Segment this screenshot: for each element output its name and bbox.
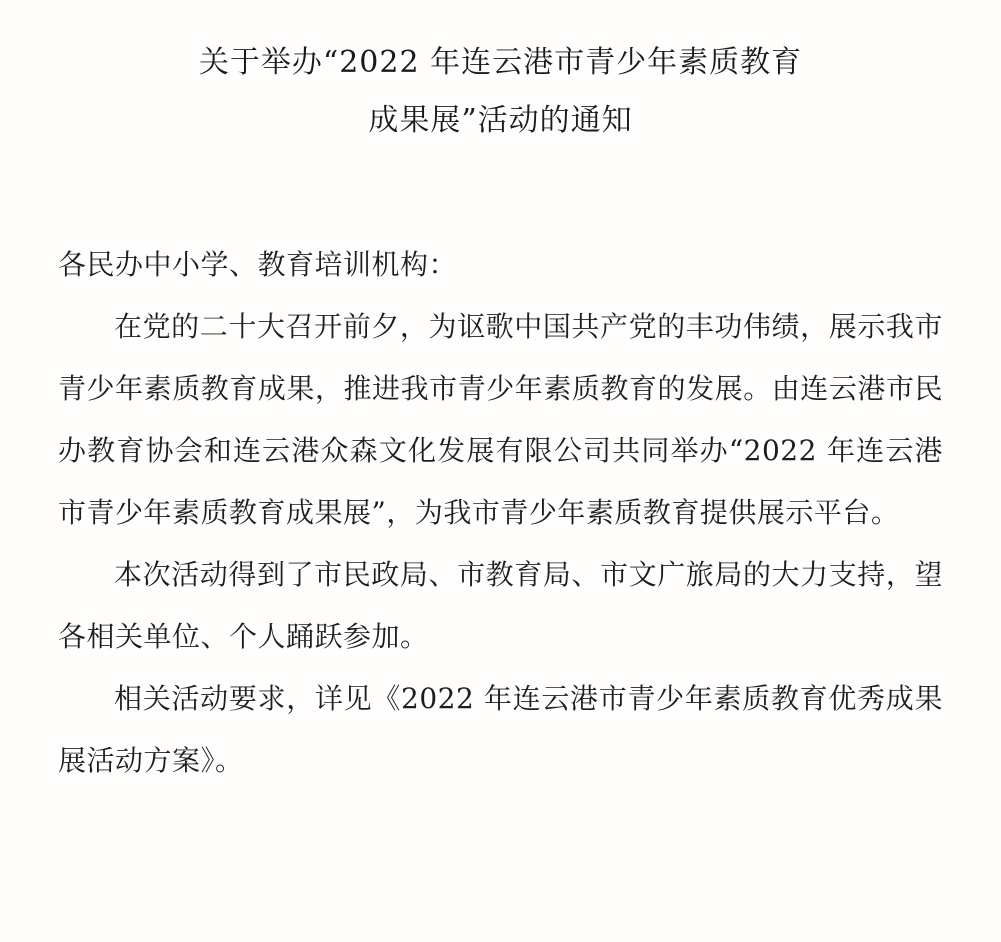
document-body bbox=[58, 234, 943, 792]
title-body-spacer bbox=[58, 150, 943, 234]
page-title-line-1: 关于举办“2022 年连云港市青少年素质教育 bbox=[198, 45, 803, 80]
body-paragraph-1: 在党的二十大召开前夕，为讴歌中国共产党的丰功伟绩，展示我市青少年素质教育成果，推进我市青少年素质教育的发展。由连云港市民办教育协会和连云港众森文化发展有限公司共同举办“2022 年连云港市青少年素质教育成果展”，为我市青少年素质教育提供展示平台。 bbox=[58, 310, 943, 529]
salutation-line: 各民办中小学、教育培训机构： bbox=[58, 248, 458, 281]
page-title bbox=[58, 34, 943, 150]
page-title-line-2: 成果展”活动的通知 bbox=[368, 103, 633, 138]
body-paragraph-3: 相关活动要求，详见《2022 年连云港市青少年素质教育优秀成果展活动方案》。 bbox=[58, 682, 943, 777]
body-paragraph-2: 本次活动得到了市民政局、市教育局、市文广旅局的大力支持，望各相关单位、个人踊跃参加。 bbox=[58, 558, 943, 653]
